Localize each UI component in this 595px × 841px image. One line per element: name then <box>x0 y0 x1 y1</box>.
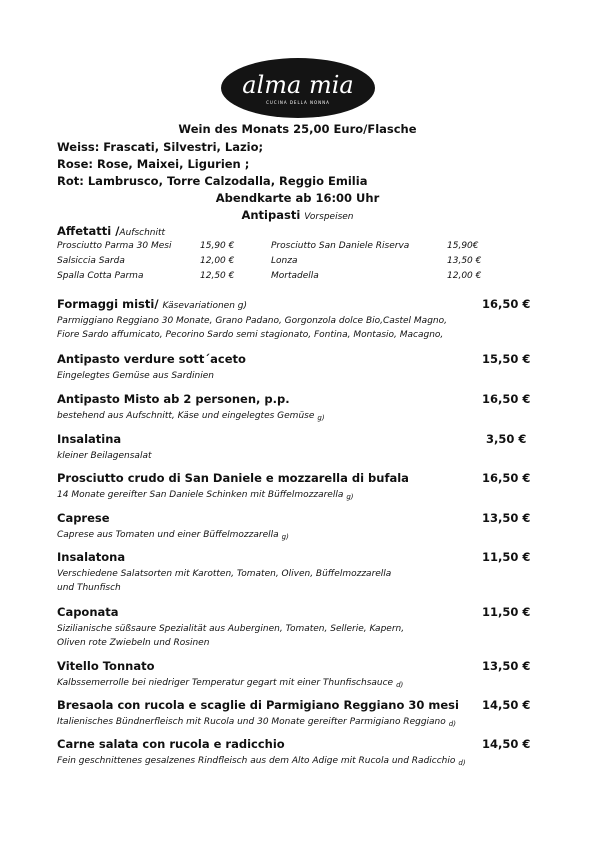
menu-item-price: 14,50 € <box>482 698 531 712</box>
menu-item-price: 13,50 € <box>482 659 531 673</box>
menu-item-title: Vitello Tonnato <box>57 659 155 673</box>
affetati-item-name: Spalla Cotta Parma <box>57 271 144 281</box>
menu-item-description: Fiore Sardo affumicato, Pecorino Sardo semi stagionato, Fontina, Montasio, Macagno, <box>57 330 444 340</box>
allergen-code: d) <box>448 720 456 728</box>
menu-item-description: Sizilianische süßsaure Spezialität aus Auberginen, Tomaten, Sellerie, Kapern, <box>57 624 405 634</box>
menu-item-price: 16,50 € <box>482 471 531 485</box>
allergen-code: g) <box>346 493 354 501</box>
allergen-code: d) <box>458 759 466 767</box>
menu-item-price: 15,50 € <box>482 352 531 366</box>
affetati-item-price: 13,50 € <box>447 256 482 266</box>
menu-item-title: Caprese <box>57 511 110 525</box>
menu-item-title: Caponata <box>57 605 119 619</box>
evening-menu: Abendkarte ab 16:00 Uhr <box>215 191 380 205</box>
menu-item-price: 13,50 € <box>482 511 531 525</box>
menu-item-description: Italienisches Bündnerfleisch mit Rucola und 30 Monate gereifter Parmigiano Reggiano $_{d)}$ <box>57 717 456 728</box>
section-heading <box>0 208 595 222</box>
menu-item-description: und Thunfisch <box>57 583 121 593</box>
menu-item-description: Parmiggiano Reggiano 30 Monate, Grano Padano, Gorgonzola dolce Bio,Castel Magno, <box>57 316 447 326</box>
menu-item-description: Verschiedene Salatsorten mit Karotten, Tomaten, Oliven, Büffelmozzarella <box>57 569 392 579</box>
affetati-item-price: 15,90€ <box>447 241 479 251</box>
affetati-item-price: 12,50 € <box>200 271 235 281</box>
affetati-item-name: Prosciutto San Daniele Riserva <box>271 241 410 251</box>
wine-red: Rot: Lambrusco, Torre Calzodalla, Reggio Emilia <box>57 174 368 188</box>
affetati-item-name: Mortadella <box>271 271 319 281</box>
wine-rose: Rose: Rose, Maixei, Ligurien ; <box>57 157 250 171</box>
menu-item-price: 11,50 € <box>482 550 531 564</box>
menu-item-price: 16,50 € <box>482 392 531 406</box>
menu-item-title: Antipasto Misto ab 2 personen, p.p. <box>57 392 290 406</box>
menu-item-price: 14,50 € <box>482 737 531 751</box>
menu-item-title: Bresaola con rucola e scaglie di Parmigiano Reggiano 30 mesi <box>57 698 459 712</box>
menu-item-title-note: Käsevariationen g) <box>162 301 247 311</box>
menu-item-price: 11,50 € <box>482 605 531 619</box>
menu-item-description: Eingelegtes Gemüse aus Sardinien <box>57 371 214 381</box>
logo-name: alma mia <box>242 71 354 99</box>
section-subtitle: Vorspeisen <box>304 212 354 222</box>
menu-item-description: Kalbssemerrolle bei niedriger Temperatur gegart mit einer Thunfischsauce $_{d)}$ <box>57 678 404 689</box>
menu-item-price: 3,50 € <box>486 432 527 446</box>
menu-item-title: Prosciutto crudo di San Daniele e mozzarella di bufala <box>57 471 409 485</box>
affetati-item-price: 12,00 € <box>200 256 235 266</box>
allergen-code: g) <box>317 414 325 422</box>
menu-item-description: kleiner Beilagensalat <box>57 451 152 461</box>
menu-item-description: Oliven rote Zwiebeln und Rosinen <box>57 638 210 648</box>
affetati-item-price: 12,00 € <box>447 271 482 281</box>
menu-item-description: Fein geschnittenes gesalzenes Rindfleisch aus dem Alto Adige mit Rucola und Radicchio $_{d)}$ <box>57 756 466 767</box>
menu-item-description: bestehend aus Aufschnitt, Käse und eingelegtes Gemüse $_{g)}$ <box>57 411 325 422</box>
menu-item-title: Insalatona <box>57 550 126 564</box>
menu-item-title: Insalatina <box>57 432 122 446</box>
menu-item-description: Caprese aus Tomaten und einer Büffelmozzarella $_{g)}$ <box>57 530 289 541</box>
menu-item-price: 16,50 € <box>482 297 531 311</box>
affetati-item-name: Prosciutto Parma 30 Mesi <box>57 241 172 251</box>
logo-tagline: CUCINA DELLA NONNA <box>266 100 330 105</box>
allergen-code: g) <box>281 533 289 541</box>
menu-item-title: Formaggi misti/ Käsevariationen g) <box>57 297 247 311</box>
affetati-heading <box>57 224 165 238</box>
affetati-item-price: 15,90 € <box>200 241 235 251</box>
menu-item-title: Antipasto verdure sott´aceto <box>57 352 246 366</box>
section-title: Antipasti <box>241 208 301 222</box>
affetati-subtitle: Aufschnitt <box>119 228 166 238</box>
affetati-item-name: Salsiccia Sarda <box>57 256 125 266</box>
affetati-item-name: Lonza <box>271 256 298 266</box>
wine-of-month: Wein des Monats 25,00 Euro/Flasche <box>178 122 417 136</box>
menu-item-title: Carne salata con rucola e radicchio <box>57 737 285 751</box>
allergen-code: d) <box>396 681 404 689</box>
alma-mia-logo <box>220 57 376 119</box>
menu-item-description: 14 Monate gereifter San Daniele Schinken mit Büffelmozzarella $_{g)}$ <box>57 490 354 501</box>
wine-white: Weiss: Frascati, Silvestri, Lazio; <box>57 140 264 154</box>
affetati-title: Affetatti / <box>57 224 120 238</box>
